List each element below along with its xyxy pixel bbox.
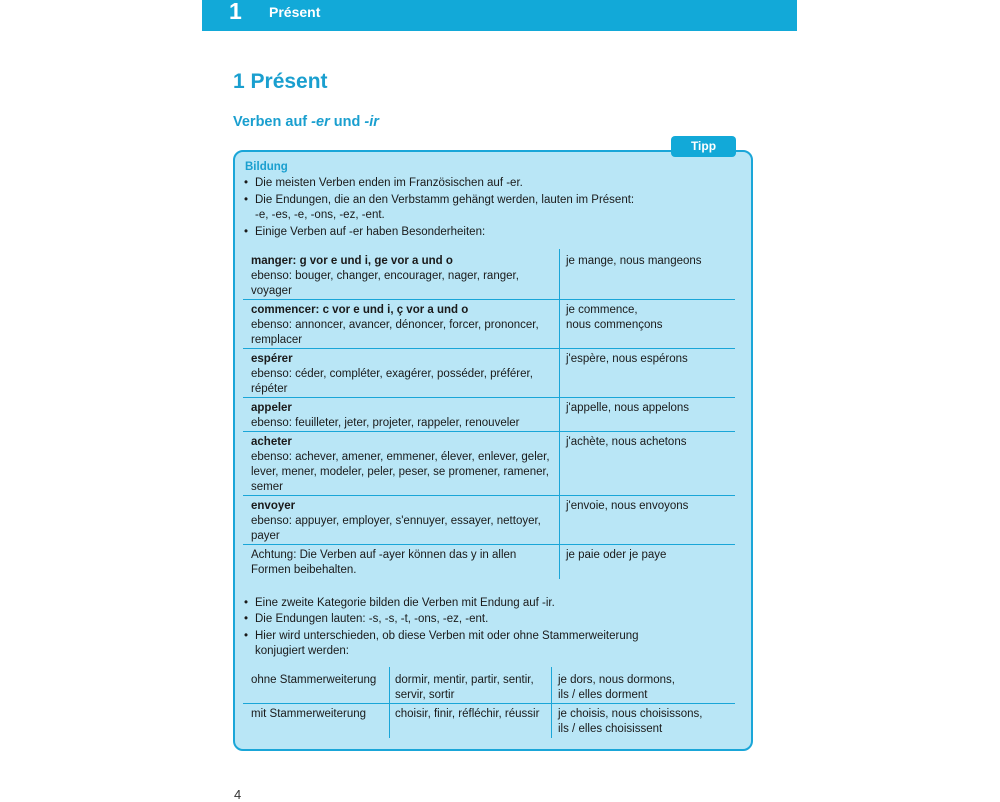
er-row-ebenso: ebenso: feuilleter, jeter, projeter, rappeler, renouveler bbox=[251, 417, 520, 429]
er-row-example: j'appelle, nous appelons bbox=[566, 402, 690, 414]
ir-row-example bbox=[558, 707, 702, 737]
er-row-ebenso: ebenso: annoncer, avancer, dénoncer, forcer, prononcer, bbox=[251, 319, 539, 331]
er-row-esperer bbox=[251, 352, 533, 397]
er-row-envoyer bbox=[251, 499, 541, 544]
row-divider bbox=[243, 299, 735, 300]
er-row-appeler bbox=[251, 401, 520, 431]
er-row-verb: espérer bbox=[251, 353, 293, 365]
page-number: 4 bbox=[234, 787, 242, 802]
er-row-example-line: je commence, bbox=[566, 304, 638, 316]
er-row-verb: appeler bbox=[251, 402, 292, 414]
er-row-ebenso-cont: lever, mener, modeler, peler, peser, se promener, ramener, bbox=[251, 466, 549, 478]
er-row-ebenso: ebenso: appuyer, employer, s'ennuyer, essayer, nettoyer, bbox=[251, 515, 541, 527]
bullet-item bbox=[255, 176, 523, 191]
tipp-label: Tipp bbox=[671, 136, 736, 157]
ir-row-type: ohne Stammerweiterung bbox=[251, 674, 377, 686]
ir-row-example-line: je dors, nous dormons, bbox=[558, 674, 675, 686]
ir-row-example bbox=[558, 673, 675, 703]
bullet-text: Einige Verben auf -er haben Besonderheiten: bbox=[255, 226, 486, 238]
ir-row-type: mit Stammerweiterung bbox=[251, 708, 367, 720]
er-row-ebenso: ebenso: bouger, changer, encourager, nager, ranger, bbox=[251, 270, 519, 282]
ir-row-verbs: choisir, finir, réfléchir, réussir bbox=[395, 708, 540, 720]
er-row-example bbox=[566, 303, 663, 333]
section-title-prefix: Verben auf bbox=[233, 114, 312, 130]
row-divider bbox=[243, 348, 735, 349]
er-row-ebenso-cont: voyager bbox=[251, 285, 292, 297]
row-divider bbox=[243, 703, 735, 704]
er-row-ebenso-cont: répéter bbox=[251, 383, 288, 395]
er-row-note: Achtung: Die Verben auf -ayer können das y in allen bbox=[251, 549, 517, 561]
er-row-verb: commencer: c vor e und i, ç vor a und o bbox=[251, 304, 469, 316]
er-row-verb: envoyer bbox=[251, 500, 296, 512]
chapter-number: 1 bbox=[229, 0, 242, 24]
row-divider bbox=[243, 544, 735, 545]
bildung-heading: Bildung bbox=[245, 161, 288, 173]
ir-row-verbs-line: dormir, mentir, partir, sentir, bbox=[395, 674, 534, 686]
er-row-verb: acheter bbox=[251, 436, 292, 448]
ir-row-verbs-line: servir, sortir bbox=[395, 689, 455, 701]
page-title: 1 Présent bbox=[233, 70, 328, 93]
row-divider bbox=[243, 431, 735, 432]
er-row-commencer bbox=[251, 303, 539, 348]
er-row-ebenso: ebenso: achever, amener, emmener, élever, enlever, geler, bbox=[251, 451, 550, 463]
er-row-manger bbox=[251, 254, 519, 299]
bullet-text: Die Endungen, die an den Verbstamm gehängt werden, lauten im Présent: bbox=[255, 194, 635, 206]
ir-row-example-line: ils / elles dorment bbox=[558, 689, 648, 701]
bullet-item bbox=[255, 193, 634, 208]
bullet-text: Die Endungen lauten: -s, -s, -t, -ons, -ez, -ent. bbox=[255, 613, 489, 625]
er-row-example: je paie oder je paye bbox=[566, 549, 667, 561]
er-row-verb: manger: g vor e und i, ge vor a und o bbox=[251, 255, 453, 267]
bullet-continuation: -e, -es, -e, -ons, -ez, -ent. bbox=[255, 209, 385, 221]
bullet-text: Hier wird unterschieden, ob diese Verben mit oder ohne Stammerweiterung bbox=[255, 630, 639, 642]
chapter-header-title: Présent bbox=[269, 4, 321, 20]
ir-row-example-line: je choisis, nous choisissons, bbox=[558, 708, 703, 720]
section-title-ending-er: -er bbox=[311, 114, 330, 130]
bullet-text: Eine zweite Kategorie bilden die Verben mit Endung auf -ir. bbox=[255, 597, 555, 609]
er-row-ebenso: ebenso: céder, compléter, exagérer, posséder, préférer, bbox=[251, 368, 533, 380]
bullet-continuation: konjugiert werden: bbox=[255, 645, 349, 657]
er-row-example: j'espère, nous espérons bbox=[566, 353, 688, 365]
er-row-example-line: nous commençons bbox=[566, 319, 663, 331]
row-divider bbox=[243, 397, 735, 398]
bullet-item bbox=[255, 612, 488, 627]
er-row-example: j'achète, nous achetons bbox=[566, 436, 687, 448]
er-row-ebenso-cont: semer bbox=[251, 481, 283, 493]
ir-row-example-line: ils / elles choisissent bbox=[558, 723, 663, 735]
section-title bbox=[233, 114, 379, 130]
er-row-achtung bbox=[251, 548, 516, 578]
er-row-ebenso-cont: payer bbox=[251, 530, 280, 542]
er-row-ebenso-cont: remplacer bbox=[251, 334, 303, 346]
er-row-note-cont: Formen beibehalten. bbox=[251, 564, 357, 576]
er-row-example: j'envoie, nous envoyons bbox=[566, 500, 689, 512]
row-divider bbox=[243, 495, 735, 496]
bullet-text: Die meisten Verben enden im Französischen auf -er. bbox=[255, 177, 523, 189]
er-row-acheter bbox=[251, 435, 550, 495]
bullet-item bbox=[255, 629, 639, 644]
bullet-item bbox=[255, 596, 555, 611]
section-title-middle: und bbox=[329, 114, 365, 130]
section-title-ending-ir: -ir bbox=[364, 114, 379, 130]
ir-row-verbs bbox=[395, 673, 534, 703]
bullet-item bbox=[255, 225, 485, 240]
er-row-example: je mange, nous mangeons bbox=[566, 255, 702, 267]
chapter-header-bar bbox=[202, 0, 797, 31]
